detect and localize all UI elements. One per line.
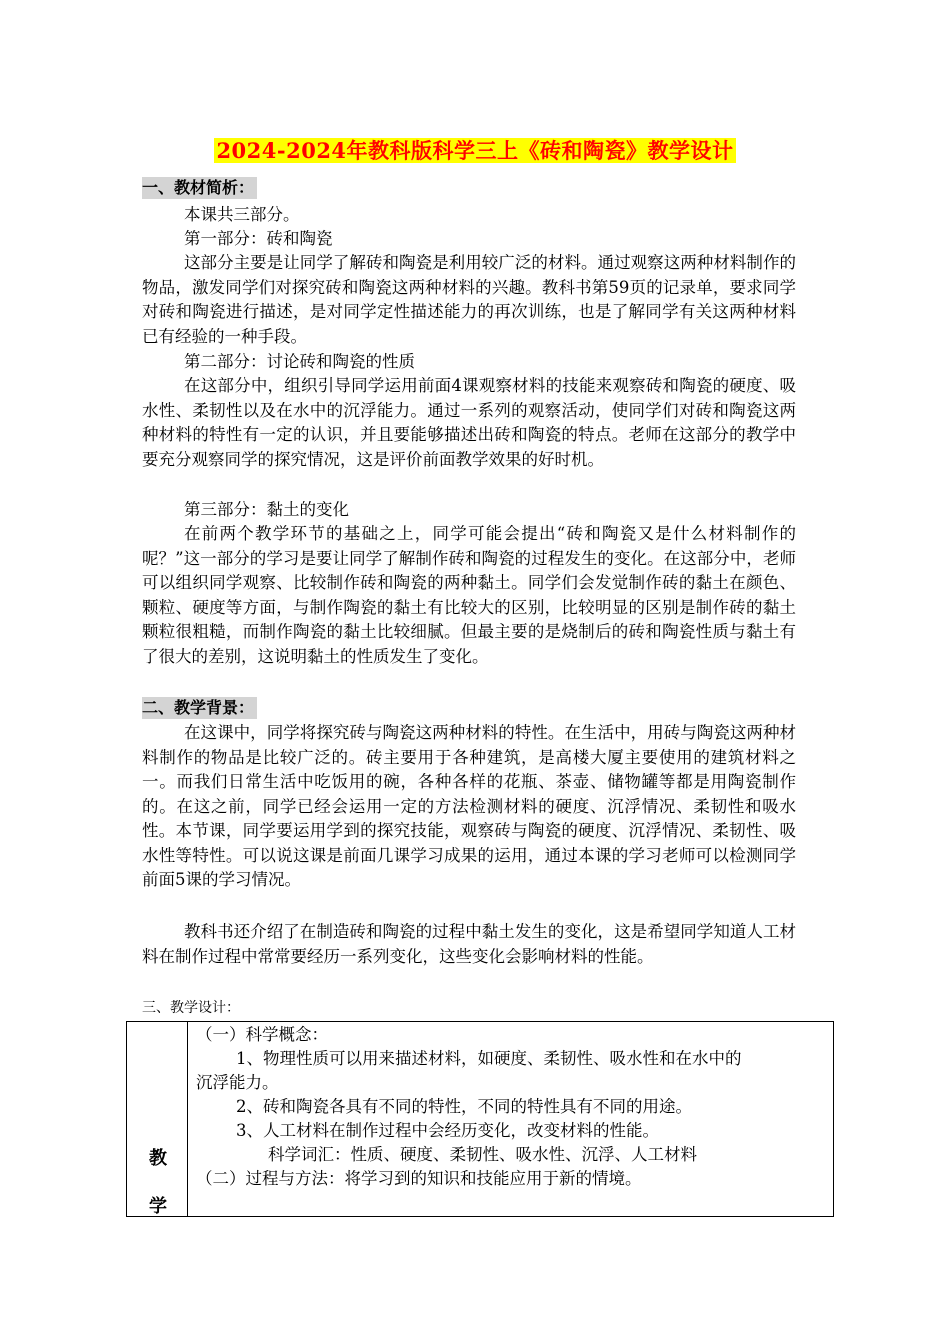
part3-title: 第三部分：黏土的变化 bbox=[184, 500, 349, 519]
section-heading-analysis: 一、教材简析： bbox=[142, 177, 257, 199]
section-heading-design: 三、教学设计： bbox=[142, 1000, 240, 1016]
part2-title: 第二部分：讨论砖和陶瓷的性质 bbox=[184, 352, 415, 371]
process-method: （二）过程与方法：将学习到的知识和技能应用于新的情境。 bbox=[196, 1169, 642, 1188]
part2-paragraph: 在这部分中，组织引导同学运用前面4课观察材料的技能来观察砖和陶瓷的硬度、吸水性、柔韧性以及在水中的沉浮能力。通过一系列的观察活动，使同学们对砖和陶瓷这两种材料的特性有一定的认识，并且要能够描述出砖和陶瓷的特点。老师在这部分的教学中要充分观察同学的探究情况，这是评价前面教学效果的好时机。 bbox=[142, 376, 796, 469]
concept-item-1-cont: 沉浮能力。 bbox=[196, 1073, 279, 1092]
label-char-2: 学 bbox=[149, 1196, 167, 1217]
background-paragraph-2: 教科书还介绍了在制造砖和陶瓷的过程中黏土发生的变化，这是希望同学知道人工材料在制作过程中常常要经历一系列变化，这些变化会影响材料的性能。 bbox=[142, 922, 796, 966]
objective-label-cell bbox=[127, 1022, 188, 1217]
section-heading-background: 二、教学背景： bbox=[142, 697, 257, 719]
concept-item-2: 2、砖和陶瓷各具有不同的特性，不同的特性具有不同的用途。 bbox=[236, 1097, 692, 1116]
concept-item-1: 1、物理性质可以用来描述材料，如硬度、柔韧性、吸水性和在水中的 bbox=[236, 1049, 742, 1068]
part1-paragraph: 这部分主要是让同学了解砖和陶瓷是利用较广泛的材料。通过观察这两种材料制作的物品，激发同学们对探究砖和陶瓷这两种材料的兴趣。教科书第59页的记录单，要求同学对砖和陶瓷进行描述，是对同学定性描述能力的再次训练，也是了解同学有关这两种材料已有经验的一种手段。 bbox=[142, 253, 796, 346]
document-title: 2024-2024年教科版科学三上《砖和陶瓷》教学设计 bbox=[216, 138, 734, 163]
science-vocabulary: 科学词汇：性质、硬度、柔韧性、吸水性、沉浮、人工材料 bbox=[268, 1145, 697, 1164]
background-paragraph-1: 在这课中，同学将探究砖与陶瓷这两种材料的特性。在生活中，用砖与陶瓷这两种材料制作的物品是比较广泛的。砖主要用于各种建筑，是高楼大厦主要使用的建筑材料之一。而我们日常生活中吃饭用的碗，各种各样的花瓶、茶壶、储物罐等都是用陶瓷制作的。在这之前，同学已经会运用一定的方法检测材料的硬度、沉浮情况、柔韧性和吸水性。本节课，同学要运用学到的探究技能，观察砖与陶瓷的硬度、沉浮情况、柔韧性、吸水性等特性。可以说这课是前面几课学习成果的运用，通过本课的学习老师可以检测同学前面5课的学习情况。 bbox=[142, 723, 796, 889]
label-char-1: 教 bbox=[149, 1148, 167, 1169]
part1-title: 第一部分：砖和陶瓷 bbox=[184, 229, 333, 248]
teaching-design-table bbox=[126, 1021, 834, 1217]
concept-title: （一）科学概念： bbox=[196, 1025, 328, 1044]
document-title-wrap bbox=[0, 138, 950, 164]
intro-text: 本课共三部分。 bbox=[184, 205, 300, 224]
objective-content-cell bbox=[188, 1022, 834, 1217]
concept-item-3: 3、人工材料在制作过程中会经历变化，改变材料的性能。 bbox=[236, 1121, 659, 1140]
part3-paragraph: 在前两个教学环节的基础之上，同学可能会提出“砖和陶瓷又是什么材料制作的呢？”这一部分的学习是要让同学了解制作砖和陶瓷的过程发生的变化。在这部分中，老师可以组织同学观察、比较制作砖和陶瓷的两种黏土。同学们会发觉制作砖的黏土在颜色、颗粒、硬度等方面，与制作陶瓷的黏土有比较大的区别，比较明显的区别是制作砖的黏土颗粒很粗糙，而制作陶瓷的黏土比较细腻。但最主要的是烧制后的砖和陶瓷性质与黏土有了很大的差别，这说明黏土的性质发生了变化。 bbox=[142, 524, 796, 666]
